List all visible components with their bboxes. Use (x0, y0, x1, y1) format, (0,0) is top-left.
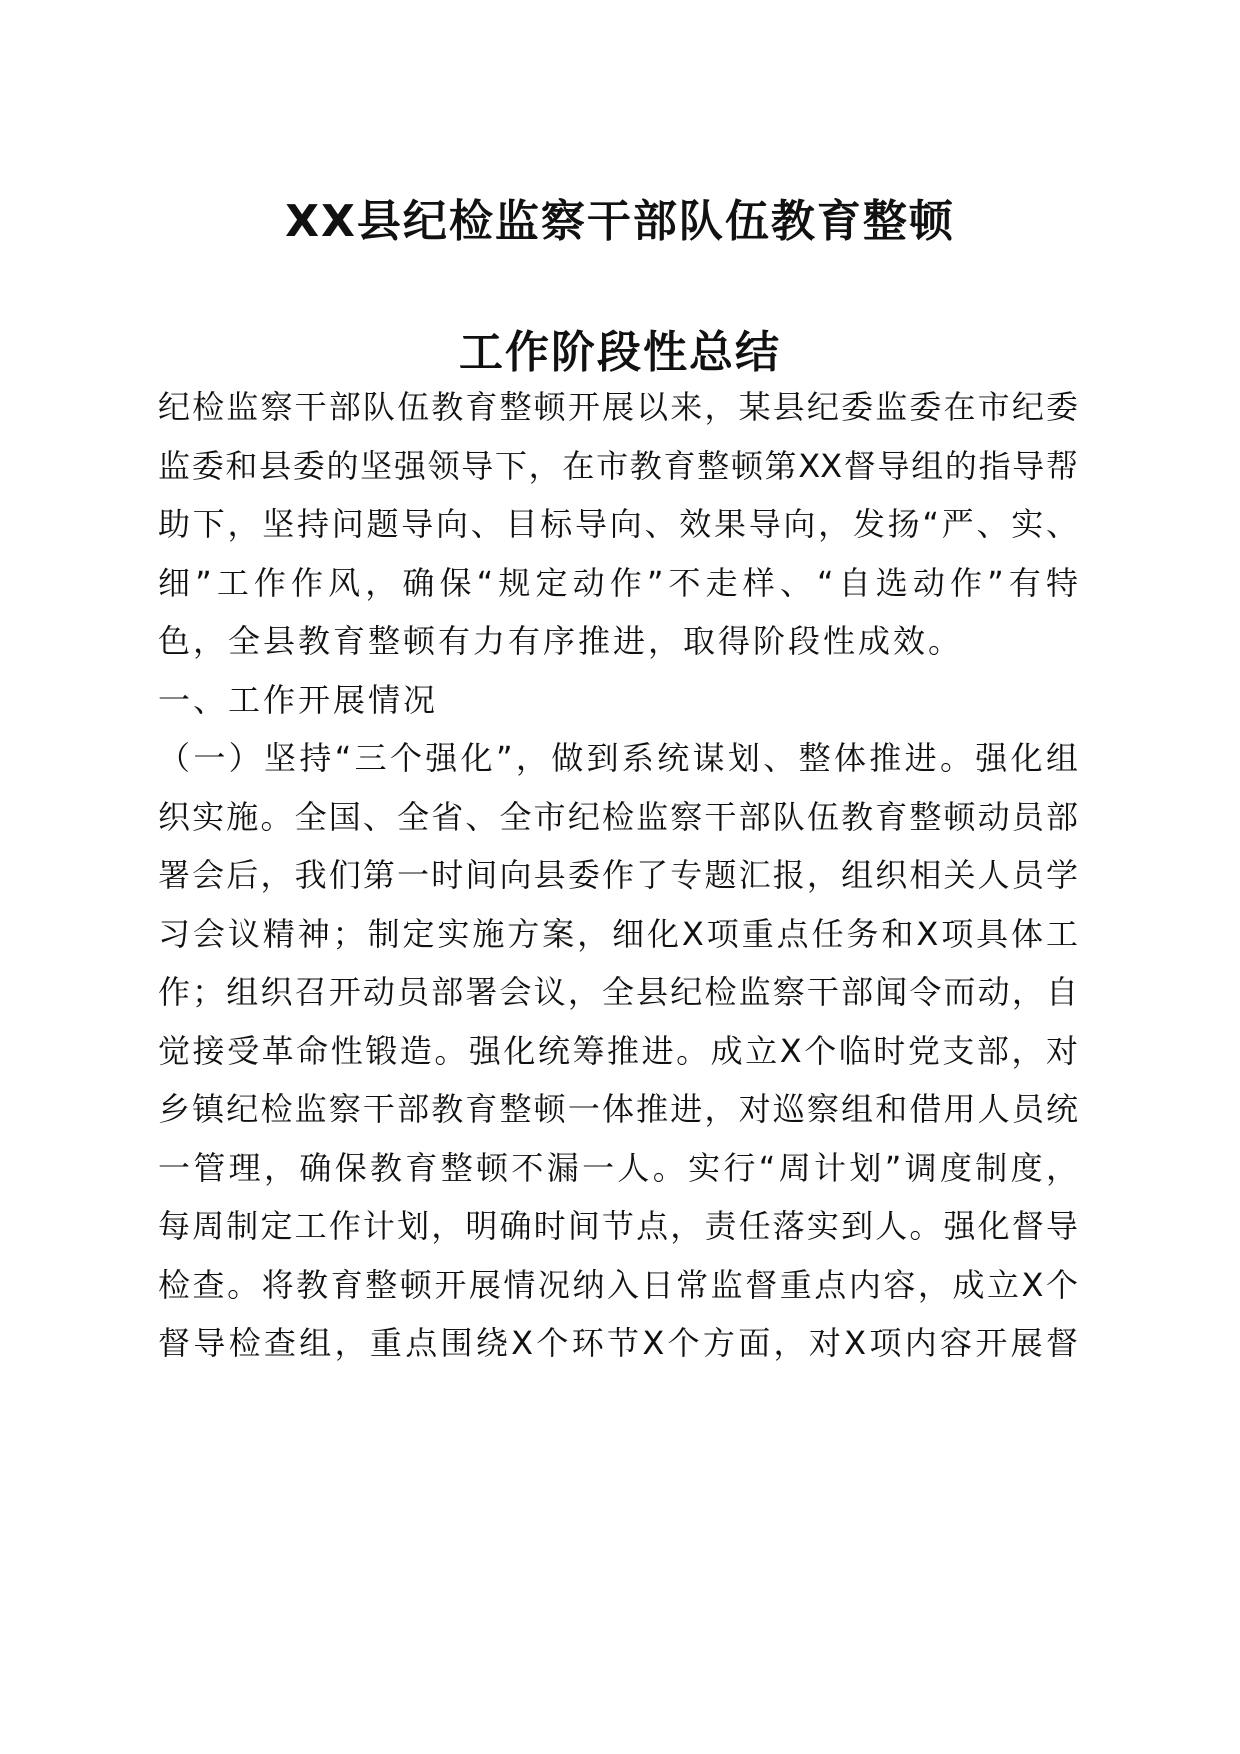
document-title-line-2: 工作阶段性总结 (459, 327, 781, 378)
paragraph-line: 每周制定工作计划，明确时间节点，责任落实到人。强化督导 (158, 1207, 1078, 1245)
intro-line: 纪检监察干部队伍教育整顿开展以来，某县纪委监委在市纪委 (158, 388, 1078, 426)
paragraph-line: 督导检查组，重点围绕X个环节X个方面，对X项内容开展督 (158, 1324, 1078, 1362)
intro-line: 细”工作作风，确保“规定动作”不走样、“自选动作”有特 (158, 564, 1078, 602)
intro-line: 助下，坚持问题导向、目标导向、效果导向，发扬“严、实、 (158, 505, 1078, 543)
document-title-line-1: XX县纪检监察干部队伍教育整顿 (285, 196, 955, 247)
paragraph-line: 检查。将教育整顿开展情况纳入日常监督重点内容，成立X个 (158, 1266, 1078, 1304)
paragraph-line: 一管理，确保教育整顿不漏一人。实行“周计划”调度制度， (158, 1149, 1078, 1187)
paragraph-line: 作；组织召开动员部署会议，全县纪检监察干部闻令而动，自 (158, 973, 1078, 1011)
paragraph-line: 织实施。全国、全省、全市纪检监察干部队伍教育整顿动员部 (158, 798, 1078, 836)
paragraph-line: 习会议精神；制定实施方案，细化X项重点任务和X项具体工 (158, 915, 1078, 953)
paragraph-line: 觉接受革命性锻造。强化统筹推进。成立X个临时党支部，对 (158, 1032, 1078, 1070)
intro-line: 监委和县委的坚强领导下，在市教育整顿第XX督导组的指导帮 (158, 447, 1078, 485)
paragraph-line: （一）坚持“三个强化”，做到系统谋划、整体推进。强化组 (158, 739, 1078, 777)
section-heading: 一、工作开展情况 (158, 681, 439, 719)
paragraph-line: 署会后，我们第一时间向县委作了专题汇报，组织相关人员学 (158, 856, 1078, 894)
paragraph-line: 乡镇纪检监察干部教育整顿一体推进，对巡察组和借用人员统 (158, 1090, 1078, 1128)
intro-line: 色，全县教育整顿有力有序推进，取得阶段性成效。 (158, 622, 964, 660)
